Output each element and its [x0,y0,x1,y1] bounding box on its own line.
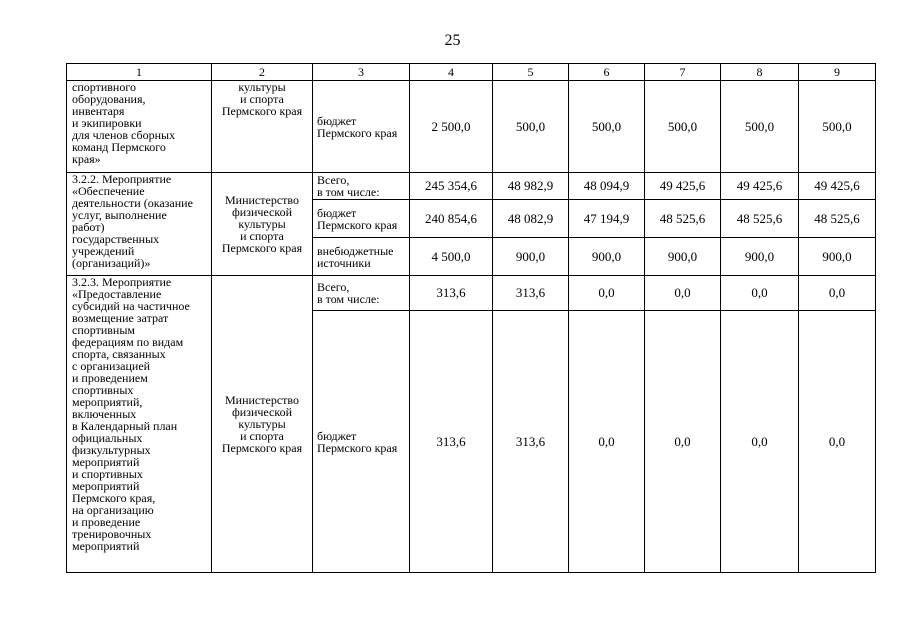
value-cell: 49 425,6 [799,173,876,200]
cell-line: физической [232,405,292,419]
cell-line: культуры [238,217,286,231]
value-cell: 245 354,6 [410,173,493,200]
value-cell: 4 500,0 [410,238,493,276]
activity-name-cell [67,276,212,573]
cell-line: Пермского края [317,217,398,232]
cell-line: физкультурных [72,443,151,457]
cell-line: спортивного [72,80,136,94]
program-table [66,63,876,573]
cell-line: Пермского края [221,241,303,255]
cell-line: бюджет [317,113,357,128]
value-cell: 2 500,0 [410,81,493,173]
cell-line: Пермского края [221,104,303,118]
value-cell: 500,0 [721,81,799,173]
header-cell: 8 [721,64,799,81]
header-cell: 3 [313,64,410,81]
cell-line: культуры [238,417,286,431]
cell-line: источники [317,255,371,270]
value-cell: 48 525,6 [645,200,721,238]
value-cell: 0,0 [645,311,721,573]
cell-line: края» [72,152,101,166]
funding-source-cell [313,238,410,276]
header-cell: 7 [645,64,721,81]
cell-line: в Календарный план [72,419,178,433]
cell-line: спортивным [72,323,135,337]
header-cell: 1 [67,64,212,81]
header-cell: 2 [212,64,313,81]
value-cell: 48 525,6 [721,200,799,238]
table-row [67,81,876,173]
header-cell: 6 [569,64,645,81]
value-cell: 500,0 [493,81,569,173]
table-row [67,173,876,200]
cell-line: «Обеспечение [72,184,145,198]
cell-line: бюджет [317,205,357,220]
cell-line: тренировочных [72,527,152,541]
value-cell: 500,0 [569,81,645,173]
value-cell: 313,6 [410,311,493,573]
value-cell: 48 094,9 [569,173,645,200]
cell-line: спортивных [72,383,134,397]
cell-line: бюджет [317,428,357,443]
cell-line: и экипировки [72,116,142,130]
value-cell: 0,0 [799,311,876,573]
header-cell: 4 [410,64,493,81]
cell-line: субсидий на частичное [72,299,190,313]
value-cell: 313,6 [493,276,569,311]
value-cell: 49 425,6 [721,173,799,200]
cell-line: Всего, [317,280,350,294]
cell-line: Пермского края [221,441,303,455]
value-cell: 900,0 [569,238,645,276]
value-cell: 0,0 [721,276,799,311]
value-cell: 0,0 [721,311,799,573]
cell-line: культуры [238,80,286,94]
cell-line: мероприятий, [72,395,143,409]
value-cell: 500,0 [799,81,876,173]
value-cell: 900,0 [645,238,721,276]
executor-cell [212,276,313,573]
cell-line: 3.2.2. Мероприятие [72,172,172,186]
value-cell: 0,0 [569,276,645,311]
value-cell: 313,6 [493,311,569,573]
cell-line: и спорта [240,429,284,443]
activity-name-cell [67,173,212,276]
page-number: 25 [444,32,461,49]
cell-line: «Предоставление [72,287,162,301]
cell-line: мероприятий [72,539,140,553]
header-cell: 9 [799,64,876,81]
cell-line: официальных [72,431,143,445]
value-cell: 900,0 [799,238,876,276]
cell-line: работ) [72,220,105,234]
cell-line: инвентаря [72,104,125,118]
funding-source-cell [313,276,410,311]
value-cell: 48 982,9 [493,173,569,200]
cell-line: команд Пермского [72,140,166,154]
activity-name-cell [67,81,212,173]
cell-line: федерациям по видам [72,335,184,349]
value-cell: 313,6 [410,276,493,311]
cell-line: возмещение затрат [72,311,169,325]
value-cell: 900,0 [721,238,799,276]
value-cell: 48 082,9 [493,200,569,238]
value-cell: 240 854,6 [410,200,493,238]
cell-line: мероприятий [72,455,140,469]
funding-source-cell [313,173,410,200]
cell-line: услуг, выполнение [72,208,167,222]
value-cell: 500,0 [645,81,721,173]
value-cell: 47 194,9 [569,200,645,238]
cell-line: внебюджетные [317,243,394,258]
cell-line: Пермского края [317,440,398,455]
cell-line: с организацией [72,359,151,373]
value-cell: 0,0 [799,276,876,311]
executor-cell [212,173,313,276]
value-cell: 0,0 [645,276,721,311]
cell-line: и проведением [72,371,148,385]
cell-line: деятельности (оказание [72,196,193,210]
cell-line: и спорта [240,229,284,243]
cell-line: и проведение [72,515,141,529]
table-row [67,276,876,311]
funding-source-cell [313,311,410,573]
cell-line: в том числе: [317,185,380,199]
cell-line: 3.2.3. Мероприятие [72,275,172,289]
funding-source-cell [313,200,410,238]
cell-line: Министерство [225,393,299,407]
value-cell: 48 525,6 [799,200,876,238]
cell-line: государственных [72,232,160,246]
value-cell: 49 425,6 [645,173,721,200]
cell-line: (организаций)» [72,256,151,270]
cell-line: для членов сборных [72,128,176,142]
cell-line: мероприятий [72,479,140,493]
cell-line: оборудования, [72,92,146,106]
cell-line: Пермского края [317,125,398,140]
cell-line: учреждений [72,244,135,258]
executor-cell [212,81,313,173]
cell-line: спорта, связанных [72,347,166,361]
cell-line: Всего, [317,173,350,187]
cell-line: и спорта [240,92,284,106]
cell-line: физической [232,205,292,219]
cell-line: на организацию [72,503,154,517]
cell-line: Министерство [225,193,299,207]
value-cell: 900,0 [493,238,569,276]
value-cell: 0,0 [569,311,645,573]
cell-line: и спортивных [72,467,143,481]
header-cell: 5 [493,64,569,81]
header-row [67,64,876,81]
cell-line: включенных [72,407,137,421]
funding-source-cell [313,81,410,173]
cell-line: в том числе: [317,292,380,306]
cell-line: Пермского края, [72,491,156,505]
